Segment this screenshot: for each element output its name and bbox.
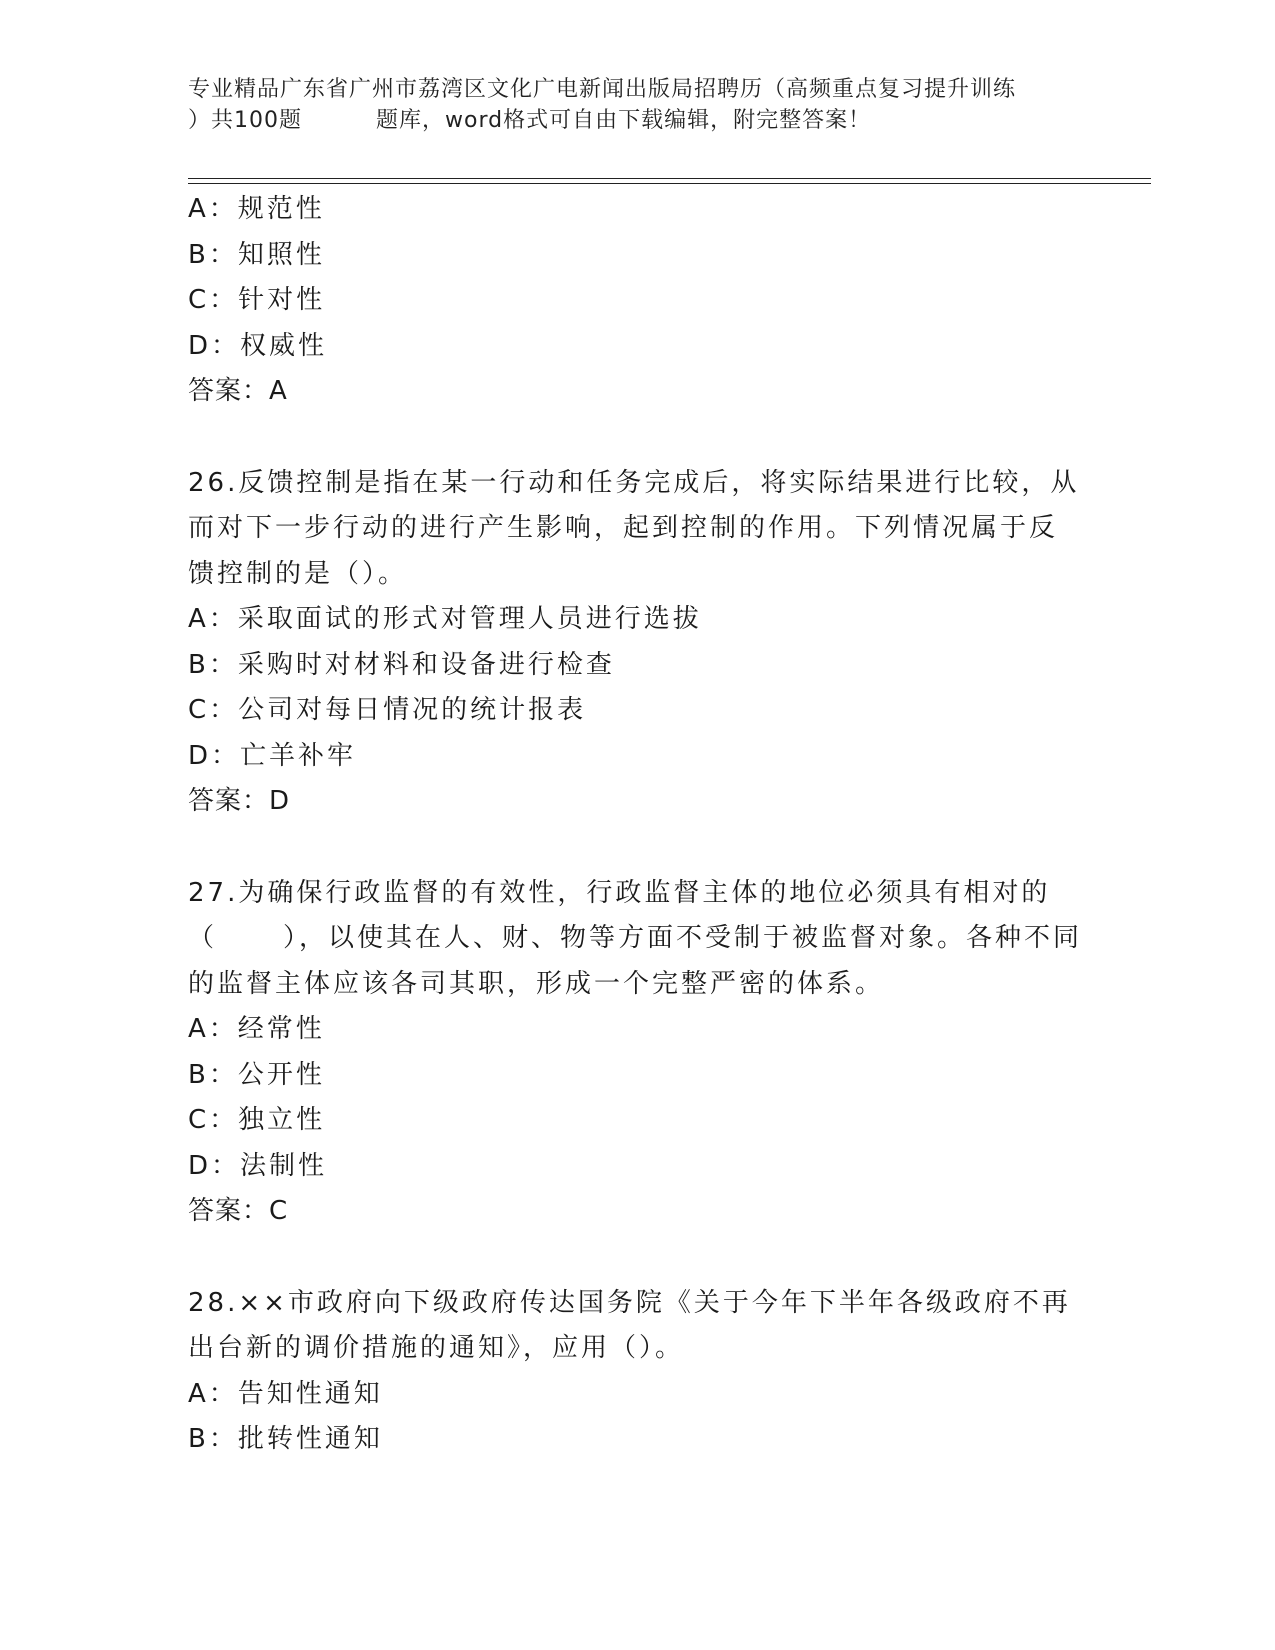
question-27	[188, 871, 1128, 1235]
blank-open: （	[188, 923, 218, 953]
document-header	[188, 74, 1088, 136]
option-d: D：亡羊补牢	[188, 740, 357, 771]
header-divider-top	[188, 178, 1151, 179]
header-divider-bottom	[188, 183, 1151, 184]
option-d: D：法制性	[188, 1150, 328, 1181]
header-line-2-part-2: 题库，word格式可自由下载编辑，附完整答案！	[376, 108, 872, 133]
option-a: A：经常性	[188, 1014, 325, 1044]
answer: 答案：A	[188, 376, 288, 406]
question-text-line: 的监督主体应该各司其职，形成一个完整严密的体系。	[188, 968, 885, 999]
question-text-rest: ），以使其在人、财、物等方面不受制于被监督对象。各种不同	[283, 923, 1083, 953]
option-b: B：采购时对材料和设备进行检查	[188, 649, 615, 680]
option-b: B：批转性通知	[188, 1424, 383, 1454]
question-text-line: 出台新的调价措施的通知》，应用（）。	[188, 1333, 685, 1363]
header-line-1: 专业精品广东省广州市荔湾区文化广电新闻出版局招聘历（高频重点复习提升训练	[188, 77, 1017, 102]
option-a: A：采取面试的形式对管理人员进行选拔	[188, 604, 702, 634]
question-25	[188, 187, 1128, 415]
question-text-line: 27.为确保行政监督的有效性，行政监督主体的地位必须具有相对的	[188, 877, 1051, 908]
question-text-line: 28.××市政府向下级政府传达国务院《关于今年下半年各级政府不再	[188, 1287, 1071, 1318]
option-c: C：公司对每日情况的统计报表	[188, 695, 587, 725]
question-list	[188, 187, 1128, 1463]
header-line-2-part-1: ）共100题	[188, 108, 302, 133]
question-text-line	[188, 916, 1128, 962]
question-text-line: 26.反馈控制是指在某一行动和任务完成后，将实际结果进行比较，从	[188, 467, 1080, 498]
answer: 答案：D	[188, 786, 291, 816]
question-28	[188, 1281, 1128, 1463]
question-text-line: 馈控制的是（）。	[188, 558, 408, 589]
option-c: C：针对性	[188, 285, 326, 315]
answer: 答案：C	[188, 1196, 289, 1226]
header-line-2	[188, 105, 1088, 136]
question-26	[188, 461, 1128, 825]
option-a: A：告知性通知	[188, 1378, 383, 1409]
option-a: A：规范性	[188, 194, 325, 224]
option-b: B：公开性	[188, 1059, 325, 1090]
option-b: B：知照性	[188, 239, 325, 270]
option-c: C：独立性	[188, 1105, 326, 1135]
question-text-line: 而对下一步行动的进行产生影响，起到控制的作用。下列情况属于反	[188, 513, 1059, 543]
option-d: D：权威性	[188, 330, 328, 361]
